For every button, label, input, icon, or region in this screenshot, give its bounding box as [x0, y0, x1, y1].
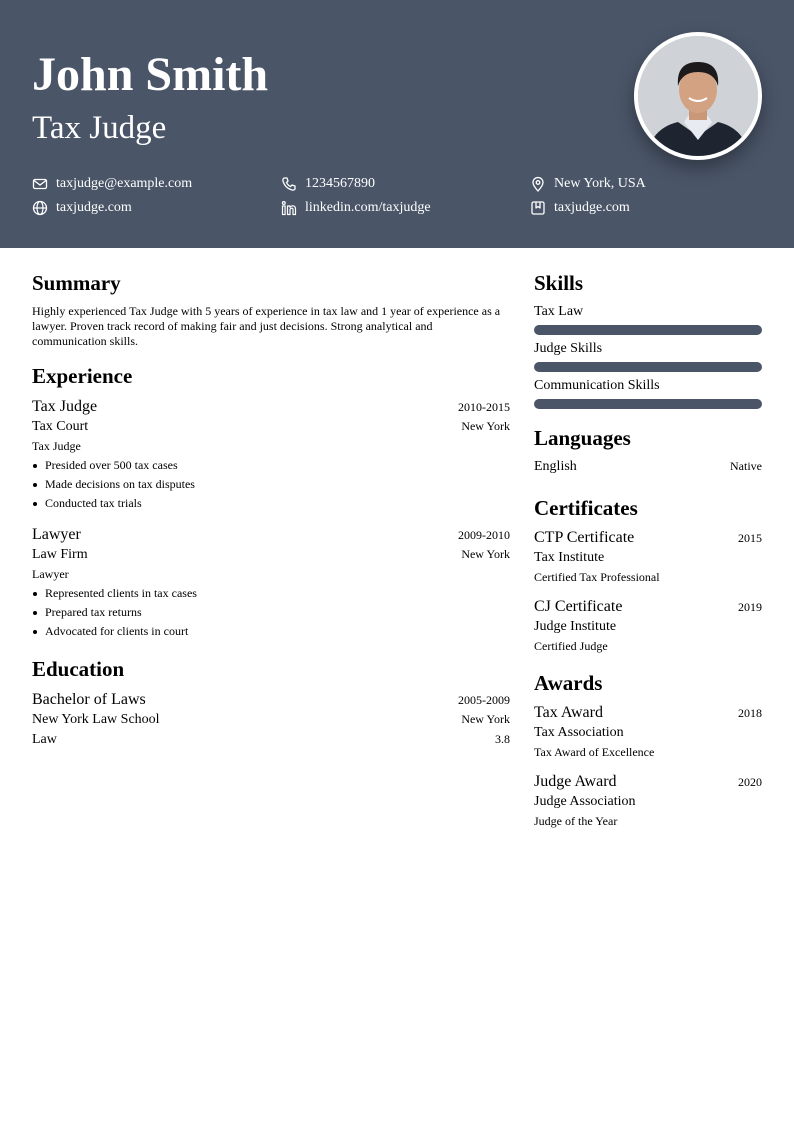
awards-heading: Awards [534, 671, 603, 695]
mail-icon [32, 176, 48, 192]
school: New York Law School [32, 712, 160, 727]
degree: Bachelor of Laws [32, 691, 146, 708]
contact-portfolio[interactable] [530, 199, 630, 217]
summary-text: Highly experienced Tax Judge with 5 years of experience in tax law and 1 year of experience as a lawyer. Proven track record of making fair and just decisions. Strong analytical and communication skills. [32, 304, 501, 348]
award-name: Tax Award [534, 704, 603, 721]
award-item [534, 771, 762, 831]
list-item: Advocated for clients in court [32, 622, 510, 641]
left-column [32, 270, 510, 750]
languages-heading: Languages [534, 426, 631, 450]
skills-heading: Skills [534, 271, 584, 295]
certificate-issuer: Judge Institute [534, 619, 617, 634]
skill-item [534, 376, 762, 409]
award-year: 2020 [738, 775, 762, 789]
experience-entry [32, 396, 510, 513]
linkedin-icon [281, 200, 297, 216]
contact-phone[interactable] [281, 175, 375, 193]
website-text: taxjudge.com [56, 200, 132, 215]
skill-item [534, 302, 762, 335]
candidate-name: John Smith [32, 48, 269, 101]
profile-photo [634, 32, 762, 160]
list-item: Presided over 500 tax cases [32, 456, 510, 475]
job-title: Lawyer [32, 526, 81, 543]
candidate-title: Tax Judge [32, 110, 167, 146]
skill-name: Communication Skills [534, 378, 660, 393]
job-role: Lawyer [32, 567, 69, 581]
location-text: New York, USA [554, 176, 646, 191]
certificate-description: Certified Tax Professional [534, 570, 660, 584]
contact-website[interactable] [32, 199, 132, 217]
job-location: New York [461, 419, 510, 433]
contact-email[interactable] [32, 175, 192, 193]
award-issuer: Tax Association [534, 725, 624, 740]
globe-icon [32, 200, 48, 216]
award-name: Judge Award [534, 773, 617, 790]
job-company: Law Firm [32, 547, 88, 562]
location-pin-icon [530, 176, 546, 192]
linkedin-text: linkedin.com/taxjudge [305, 200, 431, 215]
skill-item [534, 339, 762, 372]
certificate-item [534, 596, 762, 656]
education-entry [32, 689, 510, 750]
award-description: Judge of the Year [534, 814, 618, 828]
certificate-year: 2019 [738, 600, 762, 614]
job-title: Tax Judge [32, 398, 98, 415]
list-item: Prepared tax returns [32, 603, 510, 622]
language-item [534, 457, 762, 477]
language-name: English [534, 459, 577, 474]
skill-name: Judge Skills [534, 341, 603, 356]
award-year: 2018 [738, 706, 762, 720]
job-location: New York [461, 547, 510, 561]
education-location: New York [461, 712, 510, 726]
job-bullets [32, 456, 510, 513]
certificate-description: Certified Judge [534, 639, 608, 653]
phone-text: 1234567890 [305, 176, 375, 191]
language-level: Native [730, 459, 762, 473]
bookmark-icon [530, 200, 546, 216]
job-dates: 2009-2010 [458, 528, 510, 542]
certificate-name: CTP Certificate [534, 529, 635, 546]
certificate-year: 2015 [738, 531, 762, 545]
resume-header [0, 0, 794, 248]
portfolio-text: taxjudge.com [554, 200, 630, 215]
list-item: Conducted tax trials [32, 494, 510, 513]
skill-bar [534, 362, 762, 372]
contact-linkedin[interactable] [281, 199, 431, 217]
job-role: Tax Judge [32, 439, 81, 453]
summary-heading: Summary [32, 271, 121, 295]
skill-bar [534, 399, 762, 409]
certificate-issuer: Tax Institute [534, 550, 605, 565]
award-issuer: Judge Association [534, 794, 636, 809]
certificate-item [534, 527, 762, 587]
experience-heading: Experience [32, 364, 133, 388]
gpa: 3.8 [495, 732, 510, 746]
email-text: taxjudge@example.com [56, 176, 193, 191]
job-bullets [32, 584, 510, 641]
certificate-name: CJ Certificate [534, 598, 623, 615]
education-heading: Education [32, 657, 125, 681]
award-description: Tax Award of Excellence [534, 745, 655, 759]
job-company: Tax Court [32, 419, 89, 434]
certificates-heading: Certificates [534, 496, 638, 520]
list-item: Represented clients in tax cases [32, 584, 510, 603]
experience-entry [32, 524, 510, 641]
right-column [534, 270, 762, 831]
contact-location [530, 175, 646, 193]
field-of-study: Law [32, 732, 57, 747]
skill-name: Tax Law [534, 304, 584, 319]
education-dates: 2005-2009 [458, 693, 510, 707]
job-dates: 2010-2015 [458, 400, 510, 414]
phone-icon [281, 176, 297, 192]
award-item [534, 702, 762, 762]
list-item: Made decisions on tax disputes [32, 475, 510, 494]
skill-bar [534, 325, 762, 335]
